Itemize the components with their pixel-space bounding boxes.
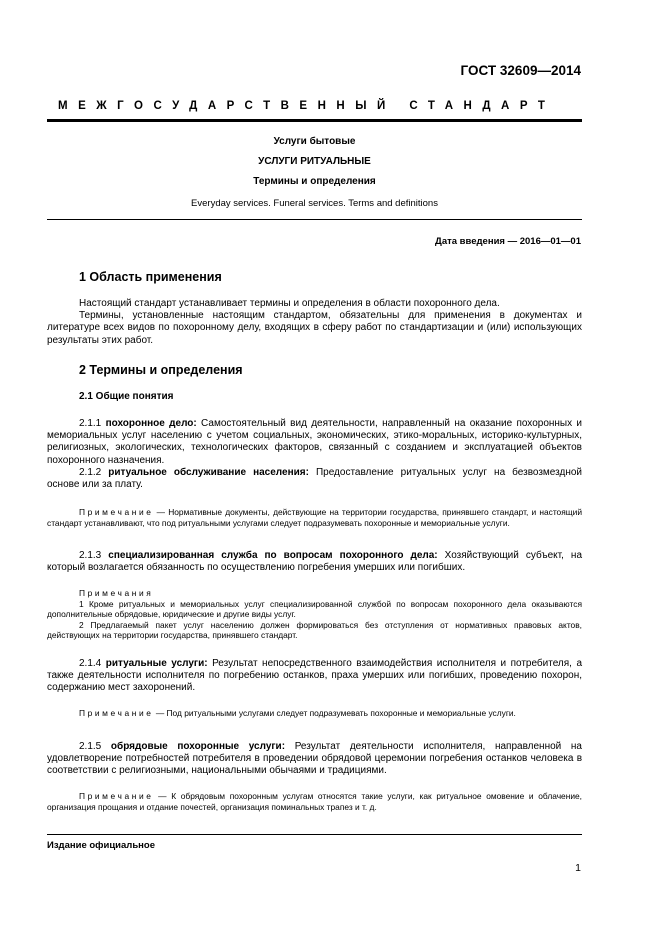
term-number: 2.1.1 bbox=[79, 418, 102, 429]
section-2-heading: 2 Термины и определения bbox=[79, 363, 243, 377]
header-rule bbox=[47, 119, 582, 122]
title-rule bbox=[47, 219, 582, 220]
footer-rule bbox=[47, 834, 582, 835]
section-1-paragraph-2: Термины, установленные настоящим стандартом, обязательны для применения в документах и литературе всех видов по похоронному делу, входящих в сферу работ по стандартизации и (или) использующих результаты этих работ. bbox=[47, 310, 582, 346]
term-name: похоронное дело: bbox=[105, 418, 197, 429]
gost-number: ГОСТ 32609—2014 bbox=[460, 63, 581, 78]
term-definition: Самостоятельный вид деятельности, направленный на оказание похоронных и мемориальных услуг населению с учетом социальных, экономических, этико-моральных, историко-культурных, религиозных, экологических, технологических факторов, связанный с созданием и эксплуатацией объектов похоронного назначения. bbox=[47, 418, 583, 466]
term-2-1-2 bbox=[47, 467, 582, 491]
title-line-1: Услуги бытовые bbox=[273, 136, 356, 147]
note-label: Примечание bbox=[79, 708, 154, 718]
note-text: — К обрядовым похоронным услугам относятся такие услуги, как ритуальное омовение и облачение, организация прощания и отдание почестей, организация поминальных трапез и т. д. bbox=[47, 791, 583, 812]
note-2-1-4 bbox=[47, 708, 582, 719]
note-label: Примечание bbox=[79, 791, 154, 801]
section-1-paragraph-1: Настоящий стандарт устанавливает термины и определения в области похоронного дела. bbox=[79, 298, 500, 309]
interstate-standard-label: МЕЖГОСУДАРСТВЕННЫЙ СТАНДАРТ bbox=[58, 100, 556, 112]
section-1-heading: 1 Область применения bbox=[79, 270, 222, 284]
note-label: Примечания bbox=[79, 588, 154, 598]
term-number: 2.1.2 bbox=[79, 466, 102, 478]
term-2-1-5 bbox=[47, 741, 582, 778]
term-number: 2.1.5 bbox=[79, 741, 102, 752]
title-line-2: УСЛУГИ РИТУАЛЬНЫЕ bbox=[258, 156, 371, 167]
term-definition: Предоставление ритуальных услуг на безвозмездной основе или за плату. bbox=[47, 466, 583, 491]
term-number: 2.1.4 bbox=[79, 658, 102, 669]
term-definition: Хозяйствующий субъект, на который возлагается обязанность по осуществлению погребения умерших или погибших. bbox=[47, 550, 583, 574]
note-2-1-3 bbox=[47, 588, 582, 641]
subsection-2-1-heading: 2.1 Общие понятия bbox=[79, 391, 174, 402]
term-definition: Результат деятельности исполнителя, направленной на удовлетворение потребностей потребителя в проведении обрядовой церемонии погребения останков человека в соответствии с религиозными, национальными обычаями и традициями. bbox=[47, 741, 582, 777]
term-name: ритуальное обслуживание населения: bbox=[108, 466, 309, 478]
note-2-1-2 bbox=[47, 507, 582, 528]
official-edition-label: Издание официальное bbox=[47, 840, 155, 851]
note-text: — Нормативные документы, действующие на территории государства, принявшего стандарт, и настоящий стандарт устанавливают, что под ритуальными услугами следует подразумевать похоронные и мемориальные услуги. bbox=[47, 507, 582, 528]
term-2-1-3 bbox=[47, 550, 582, 574]
note-item-2: 2 Предлагаемый пакет услуг населению должен формироваться без отступления от нормативных правовых актов, действующих на территории государства, принявшего стандарт. bbox=[47, 619, 582, 640]
note-label: Примечание bbox=[79, 507, 154, 517]
term-definition: Результат непосредственного взаимодействия исполнителя и потребителя, а также деятельности исполнителя по погребению останков, праха умерших или погибших, проведению похорон, содержанию мест захоронений. bbox=[47, 658, 583, 694]
introduction-date: Дата введения — 2016—01—01 bbox=[435, 236, 581, 247]
term-number: 2.1.3 bbox=[79, 550, 102, 561]
note-2-1-5 bbox=[47, 791, 582, 812]
note-text: — Под ритуальными услугами следует подразумевать похоронные и мемориальные услуги. bbox=[155, 708, 516, 718]
title-line-3: Термины и определения bbox=[253, 176, 376, 187]
term-name: обрядовые похоронные услуги: bbox=[110, 741, 286, 752]
term-name: ритуальные услуги: bbox=[105, 658, 208, 669]
note-item-1: 1 Кроме ритуальных и мемориальных услуг специализированной службой по вопросам похоронного дела оказываются дополнительные обрядовые, юридические и другие виды услуг. bbox=[47, 598, 582, 619]
term-name: специализированная служба по вопросам похоронного дела: bbox=[108, 550, 438, 561]
term-2-1-1 bbox=[47, 418, 582, 491]
page-number: 1 bbox=[575, 862, 581, 874]
title-english: Everyday services. Funeral services. Terms and definitions bbox=[191, 198, 438, 209]
term-2-1-4 bbox=[47, 658, 582, 695]
section-1-body bbox=[47, 298, 582, 347]
